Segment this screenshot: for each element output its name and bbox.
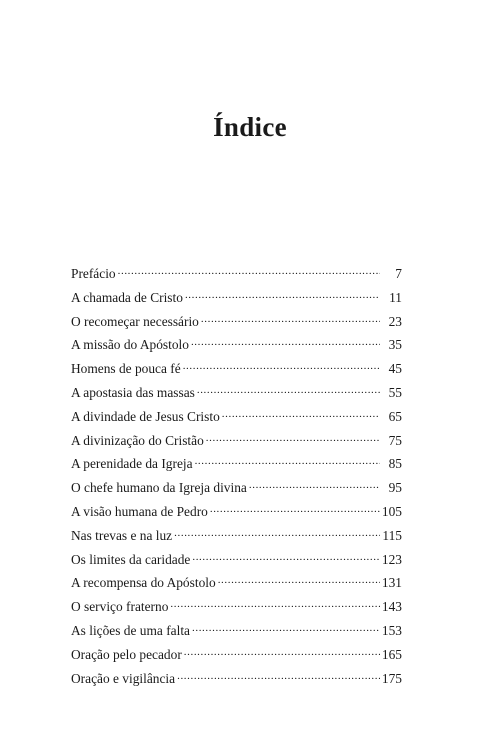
dot-leader [177,669,380,683]
toc-entry-title: Prefácio [71,266,116,281]
toc-entry-page: 23 [388,313,402,329]
dot-leader [206,431,380,445]
toc-entry[interactable] [71,357,402,381]
dot-leader [218,573,380,587]
toc-entry[interactable] [71,571,402,595]
toc-entry-title: A chamada de Cristo [71,289,183,305]
toc-entry-title: A visão humana de Pedro [71,503,208,519]
toc-entry[interactable] [71,310,402,334]
table-of-contents [71,262,402,690]
dot-leader [183,359,380,373]
toc-entry-page: 45 [388,361,402,377]
toc-entry-title: Oração pelo pecador [71,646,182,662]
toc-entry-title: A missão do Apóstolo [71,337,189,353]
toc-entry-title: O recomeçar necessário [71,313,199,329]
toc-entry[interactable] [71,667,402,691]
toc-entry-page: 35 [388,337,402,353]
dot-leader [201,312,380,326]
toc-entry[interactable] [71,500,402,524]
toc-entry[interactable] [71,548,402,572]
dot-leader [184,645,380,659]
dot-leader [197,383,380,397]
toc-entry[interactable] [71,333,402,357]
toc-entry[interactable] [71,381,402,405]
toc-entry[interactable] [71,595,402,619]
dot-leader [222,407,380,421]
dot-leader [192,550,380,564]
toc-entry[interactable] [71,429,402,453]
dot-leader [118,264,380,278]
dot-leader [191,335,380,349]
toc-entry-page: 115 [382,527,402,543]
toc-entry-title: A divindade de Jesus Cristo [71,408,220,424]
toc-entry-title: Nas trevas e na luz [71,527,173,543]
dot-leader [249,478,380,492]
toc-entry-title: O serviço fraterno [71,599,169,615]
page-title: Índice [213,112,287,142]
toc-entry-page: 95 [388,480,402,496]
toc-entry-page: 85 [388,456,402,472]
toc-entry-title: A recompensa do Apóstolo [71,575,216,591]
dot-leader [192,621,380,635]
toc-entry-page: 165 [381,646,402,662]
toc-entry[interactable] [71,452,402,476]
toc-entry-page: 11 [389,289,402,305]
dot-leader [195,454,380,468]
toc-entry[interactable] [71,405,402,429]
toc-entry-page: 65 [388,408,402,424]
toc-entry[interactable] [71,262,402,286]
toc-entry[interactable] [71,524,402,548]
toc-entry-title: O chefe humano da Igreja divina [71,480,247,496]
toc-entry[interactable] [71,476,402,500]
toc-entry[interactable] [71,286,402,310]
toc-entry-page: 153 [381,622,402,638]
toc-entry-title: Os limites da caridade [71,551,191,567]
toc-entry-title: Oração e vigilância [71,670,176,686]
toc-entry[interactable] [71,619,402,643]
dot-leader [210,502,380,516]
toc-entry-title: Homens de pouca fé [71,361,181,377]
toc-entry-page: 55 [388,384,402,400]
toc-entry-page: 105 [381,503,402,519]
dot-leader [185,288,380,302]
toc-entry-page: 75 [388,432,402,448]
toc-entry-title: A apostasia das massas [71,384,195,400]
toc-entry-title: As lições de uma falta [71,622,190,638]
toc-entry-page: 123 [381,551,402,567]
dot-leader [170,597,379,611]
dot-leader [174,526,380,540]
toc-entry-title: A perenidade da Igreja [71,456,193,472]
toc-entry-page: 175 [381,670,402,686]
toc-entry-page: 7 [395,266,402,281]
toc-entry-page: 143 [381,599,402,615]
toc-entry[interactable] [71,643,402,667]
toc-entry-page: 131 [381,575,402,591]
toc-entry-title: A divinização do Cristão [71,432,204,448]
